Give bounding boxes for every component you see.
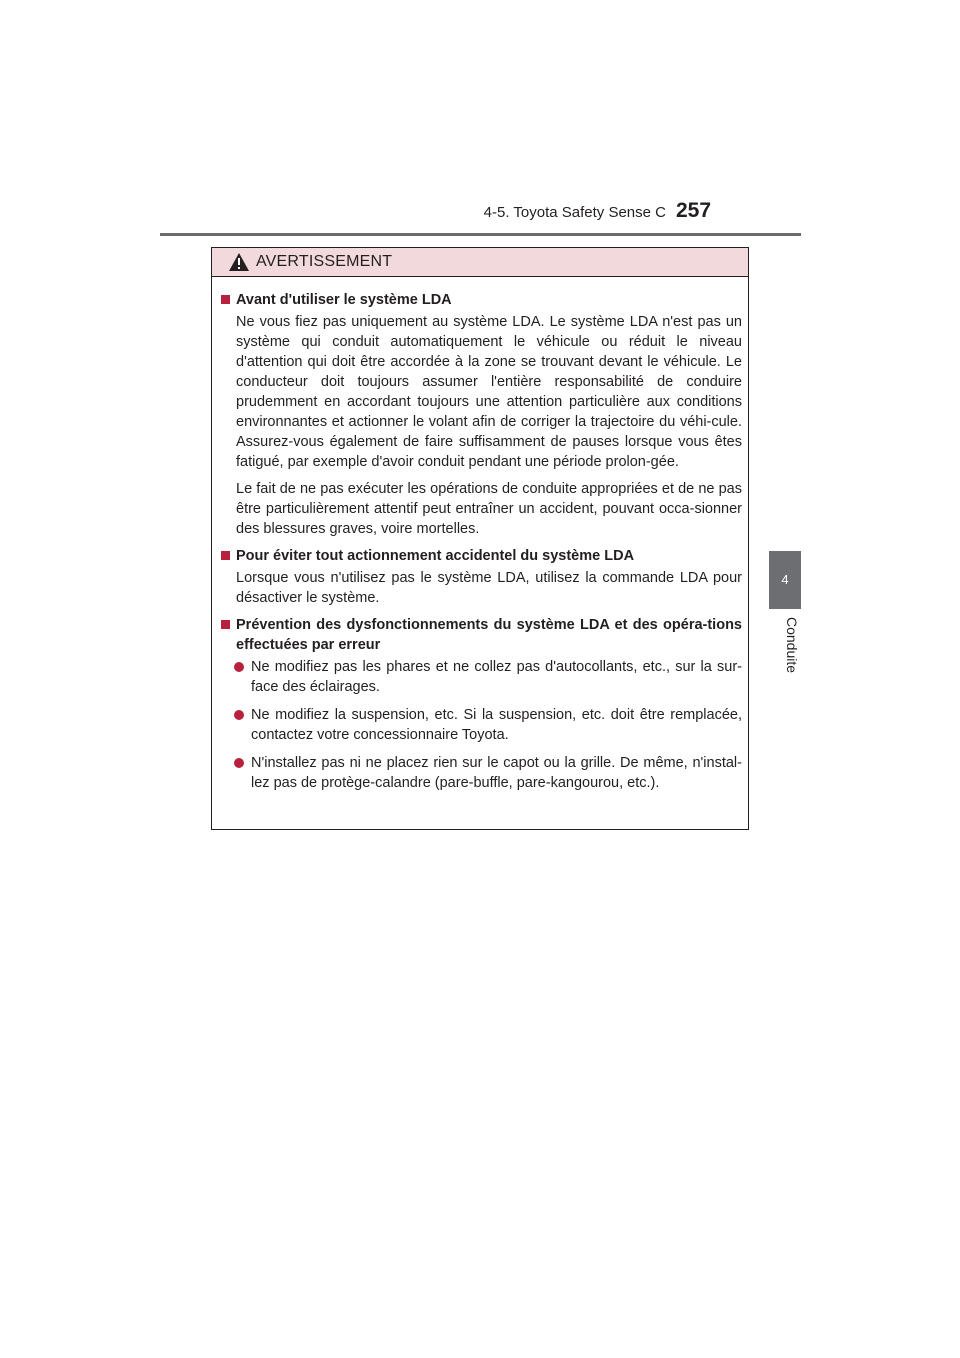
chapter-label: Conduite bbox=[784, 617, 800, 674]
header-divider bbox=[160, 233, 801, 236]
round-bullet-icon bbox=[234, 710, 244, 720]
list-item: N'installez pas ni ne placez rien sur le capot ou la grille. De même, n'instal-lez pas de protège-calandre (pare-buffle, pare-kangourou, etc.). bbox=[218, 753, 742, 793]
square-bullet-icon bbox=[221, 620, 230, 629]
warning-triangle-icon bbox=[228, 252, 250, 272]
page-number: 257 bbox=[676, 199, 712, 222]
list-item: Ne modifiez la suspension, etc. Si la suspension, etc. doit être remplacée, contactez votre concessionnaire Toyota. bbox=[218, 705, 742, 745]
section-heading-lda-before-use: Avant d'utiliser le système LDA bbox=[218, 290, 742, 310]
warning-box bbox=[211, 247, 749, 830]
square-bullet-icon bbox=[221, 295, 230, 304]
section-title: 4-5. Toyota Safety Sense C bbox=[483, 204, 666, 221]
list-item: Ne modifiez pas les phares et ne collez pas d'autocollants, etc., sur la sur-face des éclairages. bbox=[218, 657, 742, 697]
square-bullet-icon bbox=[221, 551, 230, 560]
warning-header bbox=[212, 248, 748, 277]
chapter-tab[interactable]: 4 bbox=[769, 551, 801, 609]
round-bullet-icon bbox=[234, 758, 244, 768]
section-heading-lda-malfunction: Prévention des dysfonctionnements du système LDA et des opéra-tions effectuées par erreur bbox=[218, 615, 742, 655]
section-heading-lda-accidental: Pour éviter tout actionnement accidentel du système LDA bbox=[218, 546, 742, 566]
paragraph: Ne vous fiez pas uniquement au système LDA. Le système LDA n'est pas un système qui conduit automatiquement le véhicule ou réduit le niveau d'attention qui doit être accordée à la zone se trouvant devant le véhicule. Le conducteur doit toujours assumer l'entière responsabilité de conduire prudemment en accordant toujours une attention particulière aux conditions environnantes et actionner le volant afin de corriger la trajectoire du véhi-cule. Assurez-vous également de faire suffisamment de pauses lorsque vous êtes fatigué, par exemple d'avoir conduit pendant une période prolon-gée. bbox=[236, 314, 742, 470]
round-bullet-icon bbox=[234, 662, 244, 672]
warning-title: AVERTISSEMENT bbox=[256, 253, 393, 270]
warning-body bbox=[212, 277, 748, 793]
paragraph: Lorsque vous n'utilisez pas le système LDA, utilisez la commande LDA pour désactiver le système. bbox=[236, 570, 742, 606]
paragraph: Le fait de ne pas exécuter les opérations de conduite appropriées et de ne pas être particulièrement attentif peut entraîner un accident, pouvant occa-sionner des blessures graves, voire mortelles. bbox=[236, 481, 742, 537]
